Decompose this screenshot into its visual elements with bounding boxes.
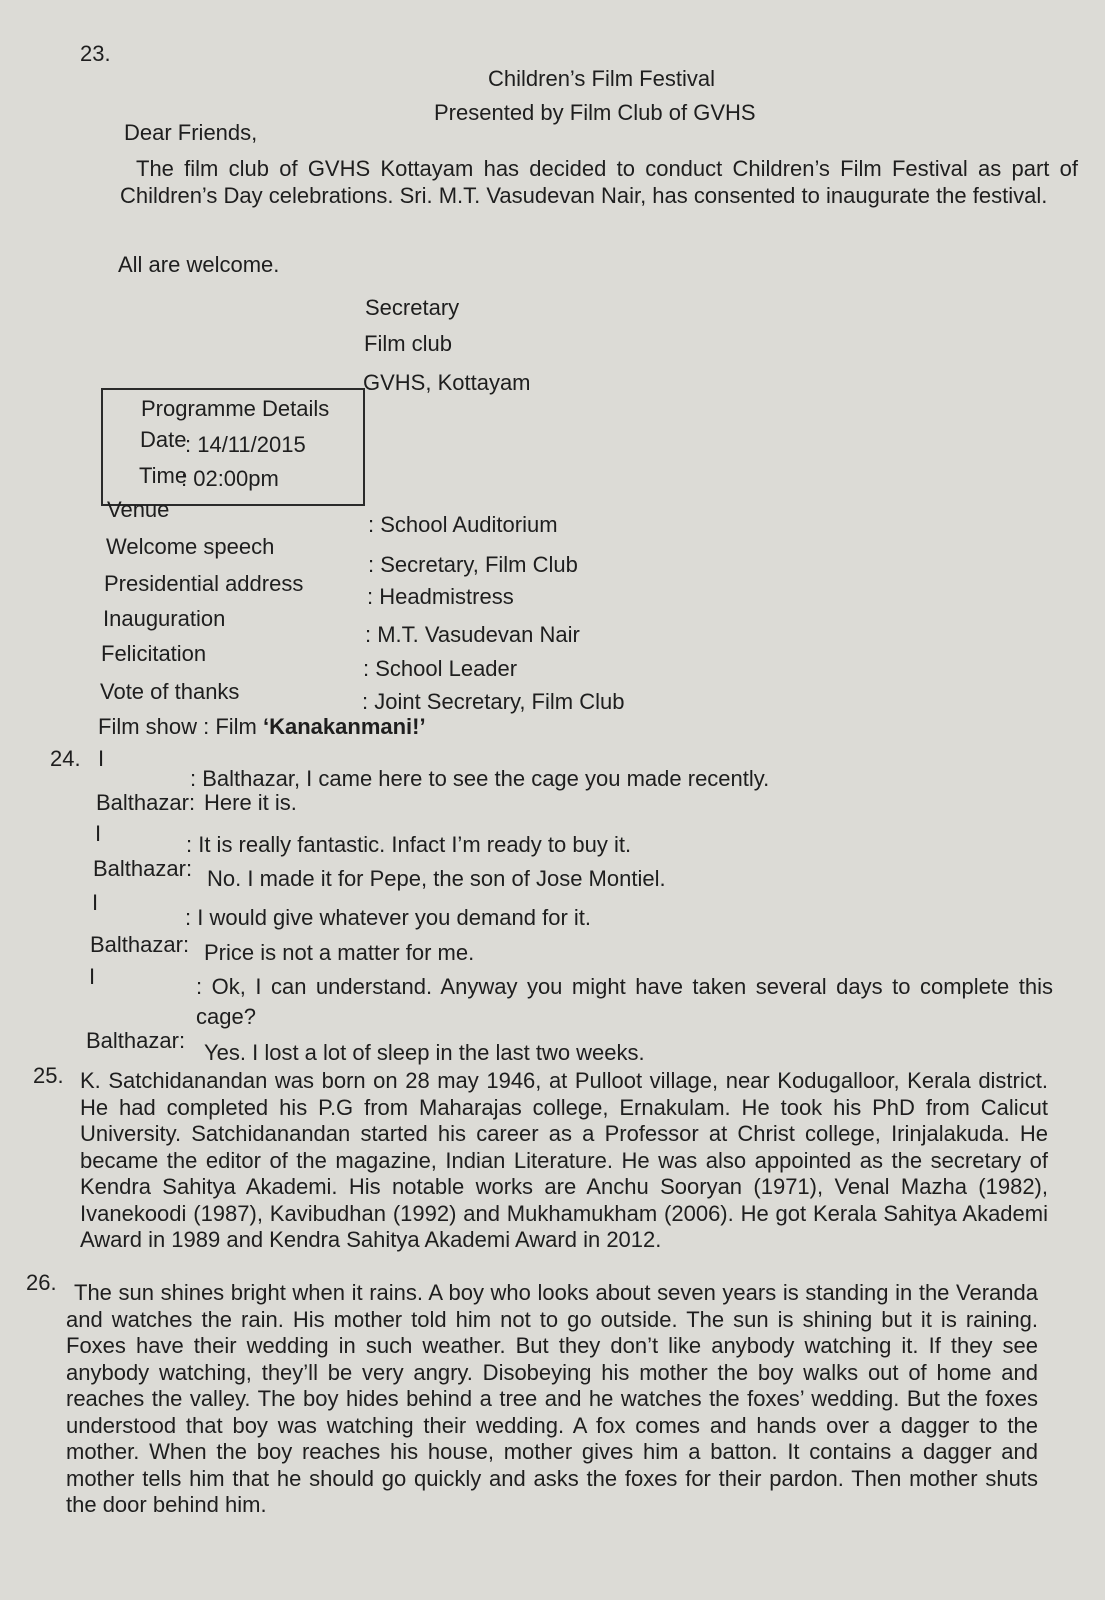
detail-label-venue: Venue (107, 497, 170, 522)
dialogue-text: : Balthazar, I came here to see the cage you made recently. (190, 766, 770, 791)
time-label: Time (139, 463, 188, 488)
dialogue-speaker: I (95, 821, 102, 846)
signature-school: GVHS, Kottayam (363, 370, 531, 395)
detail-label-felicitation: Felicitation (101, 641, 207, 666)
detail-label-presidential: Presidential address (104, 571, 304, 596)
dialogue-text: Here it is. (204, 790, 297, 815)
time-value: : 02:00pm (181, 466, 279, 491)
q25-paragraph: K. Satchidanandan was born on 28 may 1946, at Pulloot village, near Kodugalloor, Kerala district. He had completed his P.G from Maharajas college, Ernakulam. He took his PhD from Calicut University. Satchidanandan started his career as a Professor at Christ college, Irinjalakuda. He became the editor of the magazine, Indian Literature. He was also appointed as the secretary of Kendra Sahitya Akademi. His notable works are Anchu Sooryan (1971), Venal Mazha (1982), Ivanekoodi (1987), Kavibudhan (1992) and Mukhamukham (2006). He got Kerala Sahitya Akademi Award in 1989 and Kendra Sahitya Akademi Award in 2012. (80, 1068, 1048, 1252)
detail-label-inauguration: Inauguration (103, 606, 226, 631)
dialogue-speaker: I (98, 746, 105, 771)
dialogue-text: No. I made it for Pepe, the son of Jose Montiel. (207, 866, 666, 891)
dialogue-speaker: Balthazar: (86, 1028, 186, 1053)
signature-secretary: Secretary (365, 295, 460, 320)
film-name: ‘Kanakanmani!’ (263, 714, 426, 739)
welcome-line: All are welcome. (118, 252, 280, 277)
film-show-prefix: Film show : Film (98, 714, 263, 739)
detail-value-inauguration: : M.T. Vasudevan Nair (365, 622, 580, 647)
dialogue-speaker: Balthazar: (93, 856, 193, 881)
date-label: Date (140, 427, 187, 452)
question-24-number: 24. (50, 746, 81, 771)
detail-value-presidential: : Headmistress (367, 584, 514, 609)
dialogue-speaker: I (89, 964, 96, 989)
dialogue-text: : I would give whatever you demand for it. (185, 905, 591, 930)
question-23-number: 23. (80, 41, 111, 66)
q26-paragraph: The sun shines bright when it rains. A boy who looks about seven years is standing in the Veranda and watches the rain. His mother told him not to go outside. The sun is shining but it is raining. Foxes have their wedding in such weather. But they don’t like anybody watching it. If they see anybody watching, they’ll be very angry. Disobeying his mother the boy walks out of home and reaches the valley. The boy hides behind a tree and he watches the foxes’ wedding. But the foxes understood that boy was watching their wedding. A fox comes and hands over a dagger to the mother. When the boy reaches his house, mother gives him a batton. It contains a dagger and mother tells him that he should go quickly and asks the foxes for their pardon. Then mother shuts the door behind him. (66, 1280, 1038, 1517)
programme-details-box (101, 388, 365, 506)
dialogue-speaker: Balthazar: (90, 932, 190, 957)
festival-title: Children’s Film Festival (488, 66, 715, 91)
detail-value-venue: : School Auditorium (368, 512, 558, 537)
salutation: Dear Friends, (124, 120, 258, 145)
detail-label-welcome: Welcome speech (106, 534, 275, 559)
film-show-line (98, 714, 426, 740)
signature-film-club: Film club (364, 331, 453, 356)
festival-presenter: Presented by Film Club of GVHS (434, 100, 756, 125)
notice-body: The film club of GVHS Kottayam has decided to conduct Children’s Film Festival as part of Children’s Day celebrations. Sri. M.T. Vasudevan Nair, has consented to inaugurate the festival. (120, 156, 1078, 208)
dialogue-text: Price is not a matter for me. (204, 940, 475, 965)
detail-value-welcome: : Secretary, Film Club (368, 552, 578, 577)
dialogue-speaker: I (92, 890, 99, 915)
detail-value-felicitation: : School Leader (363, 656, 518, 681)
date-value: : 14/11/2015 (185, 432, 306, 457)
detail-value-vote: : Joint Secretary, Film Club (362, 689, 625, 714)
programme-heading: Programme Details (141, 396, 330, 421)
dialogue-text: Yes. I lost a lot of sleep in the last two weeks. (204, 1040, 645, 1065)
question-26-number: 26. (26, 1270, 57, 1295)
detail-label-vote: Vote of thanks (100, 679, 240, 704)
dialogue-text: : It is really fantastic. Infact I’m ready to buy it. (186, 832, 632, 857)
dialogue-speaker: Balthazar: (96, 790, 196, 815)
dialogue-text: : Ok, I can understand. Anyway you might have taken several days to complete this cage? (196, 974, 1053, 1029)
question-25-number: 25. (33, 1063, 64, 1088)
